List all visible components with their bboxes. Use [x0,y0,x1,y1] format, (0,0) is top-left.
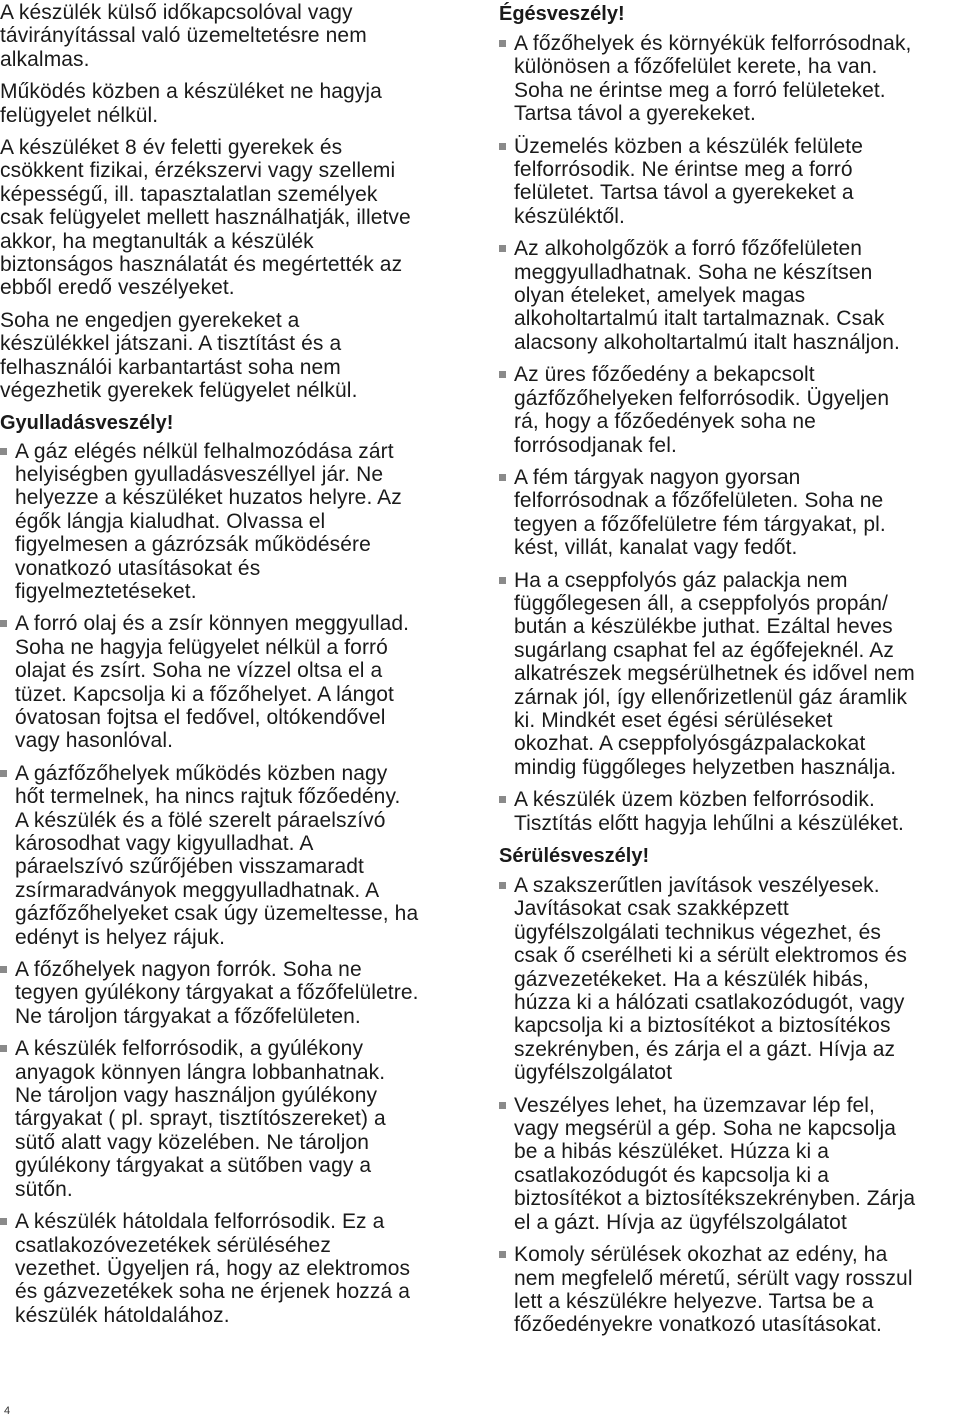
list-item: A szakszerűtlen javítások veszélyesek. Javításokat csak szakképzett ügyfélszolgálati technikus végezhet, és csak ő cserélheti ki a sérült elektromos és gázvezetékeket. Ha a készülék hibás, húzza ki a hálózati csatlakozódugót, vagy kapcsolja ki a biztosítékot a biztosítékos szekrényben, és zárja el a gázt. Hívja az ügyfélszolgálatot [499,874,960,1085]
list-item: Az üres főzőedény a bekapcsolt gázfőzőhelyeken felforrósodik. Ügyeljen rá, hogy a főzőedények soha ne forrósodjanak fel. [499,363,960,457]
list-item: A gáz elégés nélkül felhalmozódása zárt helyiségben gyulladásveszéllyel jár. Ne helyezze a készüléket huzatos helyre. Az égők lángja kialudhat. Olvassa el figyelmesen a gázrózsák működésére vonatkozó utasításokat és figyelmeztetéseket. [0,440,470,604]
list-item: A forró olaj és a zsír könnyen meggyullad. Soha ne hagyja felügyelet nélkül a forró olajat és zsírt. Soha ne vízzel oltsa el a tüzet. Kapcsolja ki a főzőhelyet. A lángot óvatosan fojtsa el fedővel, oltókendővel vagy hasonlóval. [0,612,470,752]
fire-hazard-heading: Gyulladásveszély! [0,411,174,434]
intro-paragraph: A készülék külső időkapcsolóval vagy távirányítással való üzemeltetésre nem alkalmas. [0,1,367,71]
list-item: Ha a cseppfolyós gáz palackja nem függőlegesen áll, a cseppfolyós propán/ bután a készülékbe juthat. Ezáltal heves sugárlang csaphat fel az égőfejeknél. Az alkatrészek megsérülhetnek és idővel nem zárnak jól, így ellenőrizetlenül gáz áramlik ki. Mindkét eset égési sérüléseket okozhat. A cseppfolyósgázpalackokat mindig függőleges helyzetben használja. [499,569,960,780]
list-item: A gázfőzőhelyek működés közben nagy hőt termelnek, ha nincs rajtuk főzőedény. A készülék és a fölé szerelt páraelszívó károsodhat vagy kigyulladhat. A páraelszívó szűrőjében visszamaradt zsírmaradványok meggyulladhatnak. A gázfőzőhelyeket csak úgy üzemeltesse, ha edényt is helyez rájuk. [0,762,470,949]
list-item: A fém tárgyak nagyon gyorsan felforrósodnak a főzőfelületen. Soha ne tegyen a főzőfelületre fém tárgyakat, pl. kést, villát, kanalat vagy fedőt. [499,466,960,560]
right-column [499,0,960,1337]
list-item: Komoly sérülések okozhat az edény, ha nem megfelelő méretű, sérült vagy rosszul lett a készülékre helyezve. Tartsa be a főzőedényekre vonatkozó utasításokat. [499,1243,960,1337]
page-number: 4 [4,1405,11,1417]
list-item: A főzőhelyek nagyon forrók. Soha ne tegyen gyúlékony tárgyakat a főzőfelületre. Ne tároljon tárgyakat a főzőfelületen. [0,958,470,1028]
intro-paragraph: A készüléket 8 év feletti gyerekek és csökkent fizikai, érzékszervi vagy szellemi képességű, ill. tapasztalatlan személyek csak felügyelet mellett használhatják, illetve akkor, ha megtanulták a készülék biztonságos használatát és megértették az ebből eredő veszélyeket. [0,136,411,300]
list-item: Az alkoholgőzök a forró főzőfelületen meggyulladhatnak. Soha ne készítsen olyan ételeket, amelyek magas alkoholtartalmú italt tartalmaznak. Csak alacsony alkoholtartalmú italt használjon. [499,237,960,354]
list-item: Veszélyes lehet, ha üzemzavar lép fel, vagy megsérül a gép. Soha ne kapcsolja be a hibás készüléket. Húzza ki a csatlakozódugót és kapcsolja ki a biztosítékot a biztosítékszekrényben. Zárja el a gázt. Hívja az ügyfélszolgálatot [499,1094,960,1234]
list-item: A készülék felforrósodik, a gyúlékony anyagok könnyen lángra lobbanhatnak. Ne tároljon vagy használjon gyúlékony tárgyakat ( pl. sprayt, tisztítószereket) a sütő alatt vagy közelében. Ne tároljon gyúlékony tárgyakat a sütőben vagy a sütőn. [0,1037,470,1201]
burn-hazard-heading: Égésveszély! [499,3,625,25]
intro-paragraph: Működés közben a készüléket ne hagyja felügyelet nélkül. [0,80,382,127]
list-item: A készülék üzem közben felforrósodik. Tisztítás előtt hagyja lehűlni a készüléket. [499,788,960,835]
left-column [0,0,470,1327]
list-item: Üzemelés közben a készülék felülete felforrósodik. Ne érintse meg a forró felületet. Tartsa távol a gyerekeket a készüléktől. [499,135,960,229]
list-item: A készülék hátoldala felforrósodik. Ez a csatlakozóvezetékek sérüléséhez vezethet. Ügyeljen rá, hogy az elektromos és gázvezetékek soha ne érjenek hozzá a készülék hátoldalához. [0,1210,470,1327]
list-item: A főzőhelyek és környékük felforrósodnak, különösen a főzőfelület kerete, ha van. Soha ne érintse meg a forró felületeket. Tartsa távol a gyerekeket. [499,32,960,126]
intro-paragraph: Soha ne engedjen gyerekeket a készülékkel játszani. A tisztítást és a felhasználói karbantartást soha nem végezhetik gyerekek felügyelet nélkül. [0,308,358,403]
injury-hazard-heading: Sérülésveszély! [499,845,650,867]
